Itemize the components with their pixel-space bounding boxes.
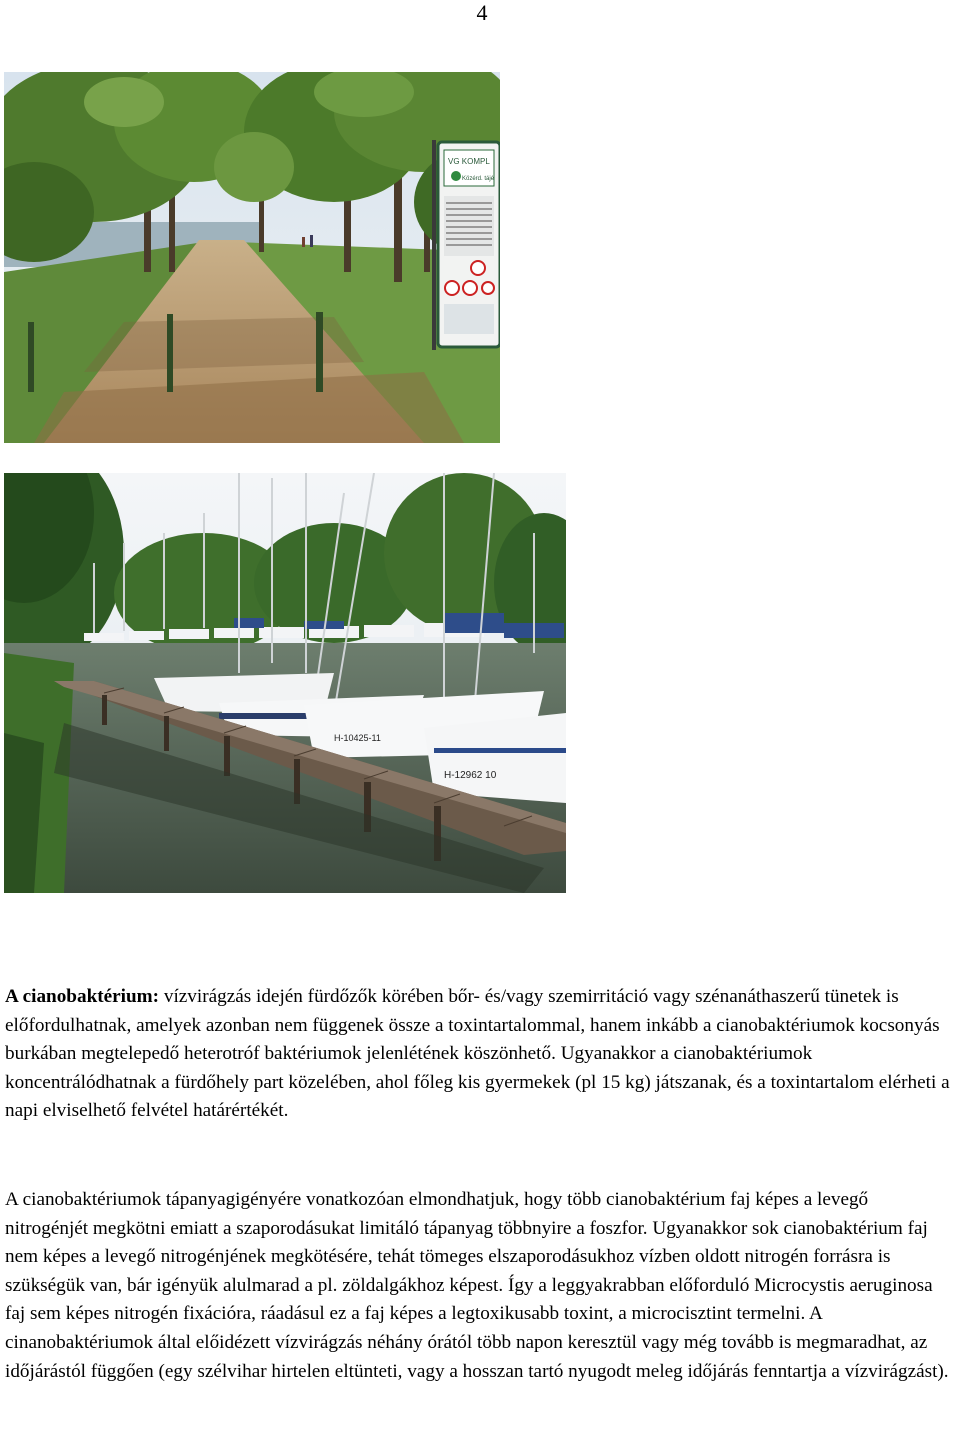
paragraph-lead-term: A cianobaktérium: [5,986,160,1007]
paragraph-text: A cianobaktériumok tápanyagigényére vonatkozóan elmondhatjuk, hogy több cianobaktérium faj képes a levegő nitrogénjét megkötni emiatt a szaporodásukat limitáló tápanyag többnyire a foszfor. Ugyanakkor sok cianobaktérium faj nem képes a levegő nitrogénjének megkötésére, tehát tömeges elszaporodásukhoz vízben oldott nitrogén forrásra is szükségük van, bár igényük alulmarad a pl. zöldalgákhoz képest. Így a leggyakrabban előforduló Microcystis aeruginosa faj sem képes nitrogén fixációra, ráadásul ez a faj képes a legtoxikusabb toxint, a microcisztint termelni. A cinanobaktériumok által előidézett vízvirágzás néhány órától több napon keresztül vagy még tovább is megmaradhat, az időjárástól függően (egy szélvihar hirtelen eltünteti, vagy a hosszan tartó nyugodt meleg időjárás fenntartja a vízvirágzást). [5,1189,949,1382]
sign-heading: VG KOMPL [448,157,490,166]
boat-registration-2: H-12962 10 [444,770,497,781]
paragraph-body: vízvirágzás idején fürdőzők körében bőr- és/vagy szemirritáció vagy szénanáthaszerű tünetek is előfordulhatnak, amelyek azonban nem függenek össze a toxintartalommal, hanem inkább a cianobaktériumok kocsonyás burkában megtelepedő heterotróf baktériumok jelenlétének köszönhető. Ugyanakkor a cianobaktériumok koncentrálódhatnak a fürdőhely part közelében, ahol főleg kis gyermekek (pl 15 kg) játszanak, és a toxintartalom elérheti a napi elviselhető felvétel határértékét. [5,986,950,1122]
paragraph-nutrient-demand [5,1186,955,1386]
sign-subheading: Közérd. tájé [462,176,495,182]
boat-registration-1: H-10425-11 [334,733,381,743]
paragraph-cyanobacterium-effects [5,983,955,1126]
page-number: 4 [476,0,488,25]
marina-sailboats-photo [4,473,566,893]
park-path-photo [4,72,500,443]
